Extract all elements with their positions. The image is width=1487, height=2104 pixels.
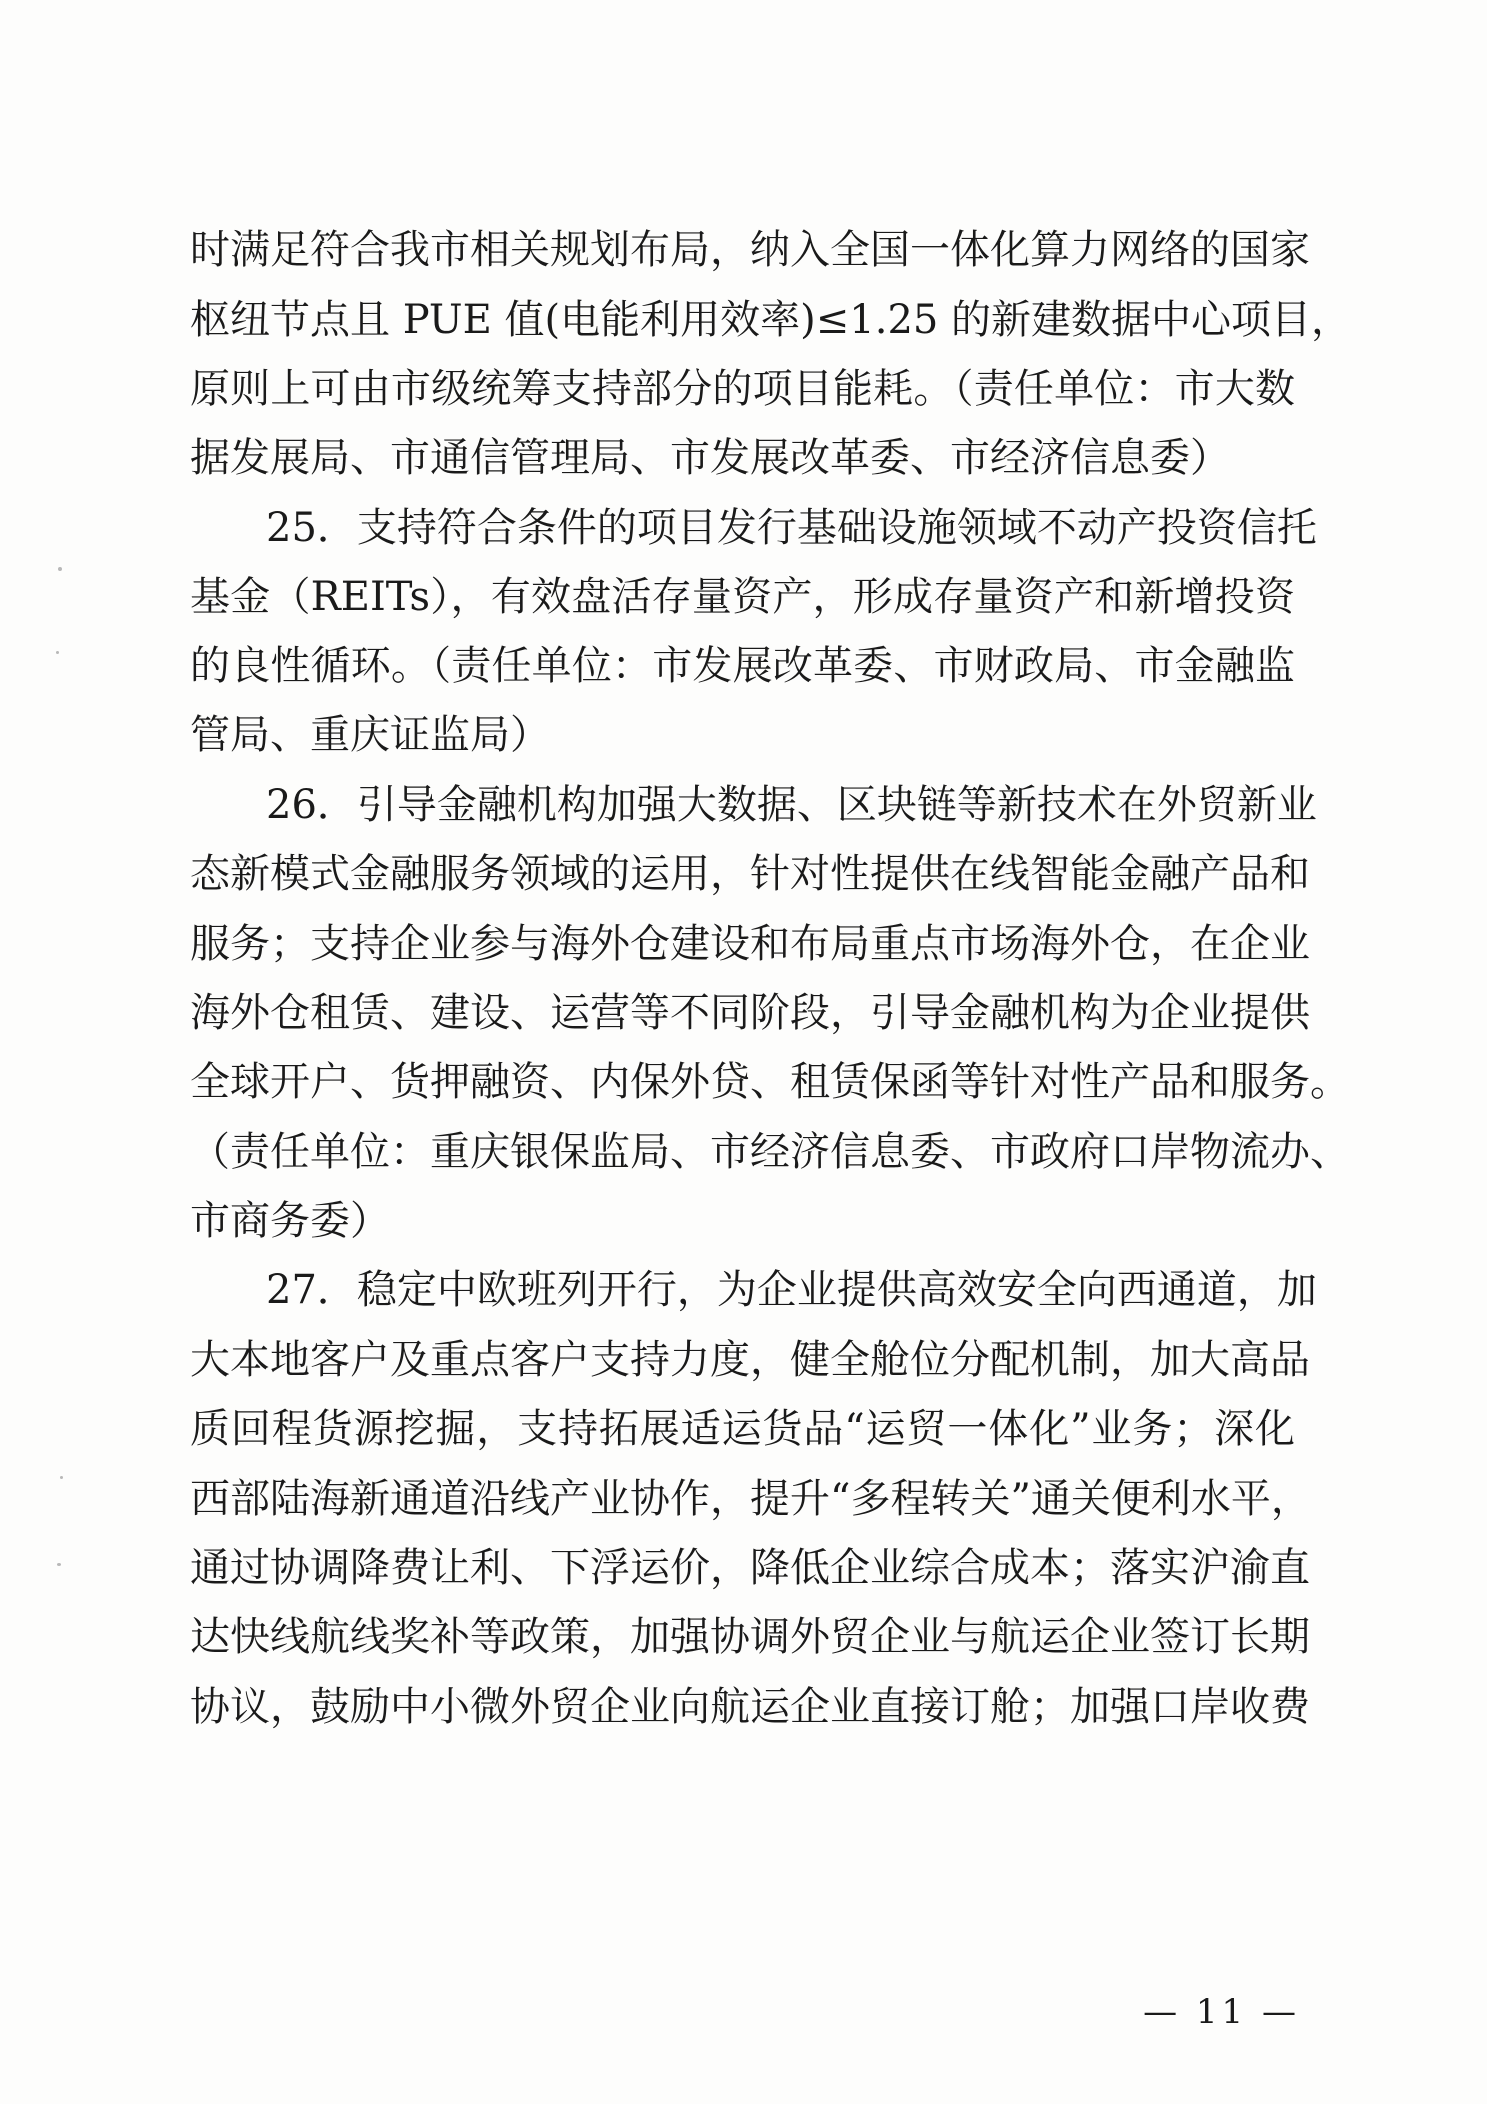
body-text-line: 海外仓租赁、建设、运营等不同阶段，引导金融机构为企业提供 <box>190 990 1310 1036</box>
page-number: — 11 — <box>1143 1992 1300 2032</box>
body-text-line: 基金（REITs），有效盘活存量资产，形成存量资产和新增投资 <box>190 574 1295 620</box>
body-text-line: 时满足符合我市相关规划布局，纳入全国一体化算力网络的国家 <box>190 227 1310 273</box>
body-text-line: 枢纽节点且 PUE 值(电能利用效率)≤1.25 的新建数据中心项目， <box>190 297 1352 343</box>
body-text-line: 据发展局、市通信管理局、市发展改革委、市经济信息委） <box>190 435 1230 481</box>
body-text-line: 的良性循环。（责任单位：市发展改革委、市财政局、市金融监 <box>190 643 1295 689</box>
body-text-line: 通过协调降费让利、下浮运价，降低企业综合成本；落实沪渝直 <box>190 1545 1310 1591</box>
scan-speck <box>56 651 59 654</box>
body-text-line: 全球开户、货押融资、内保外贷、租赁保函等针对性产品和服务。 <box>190 1059 1350 1105</box>
body-text-line: 态新模式金融服务领域的运用，针对性提供在线智能金融产品和 <box>190 851 1310 897</box>
scan-speck <box>58 567 62 571</box>
body-text-line: 原则上可由市级统筹支持部分的项目能耗。（责任单位：市大数 <box>190 366 1295 412</box>
body-text-line: 西部陆海新通道沿线产业协作，提升“多程转关”通关便利水平， <box>190 1476 1311 1522</box>
body-text-line: 大本地客户及重点客户支持力度，健全舱位分配机制，加大高品 <box>190 1337 1310 1383</box>
paragraph-27-first-line: 27．稳定中欧班列开行，为企业提供高效安全向西通道，加 <box>266 1267 1317 1313</box>
body-text-line: 服务；支持企业参与海外仓建设和布局重点市场海外仓，在企业 <box>190 921 1310 967</box>
paragraph-25-first-line: 25．支持符合条件的项目发行基础设施领域不动产投资信托 <box>266 505 1317 551</box>
paragraph-26-first-line: 26．引导金融机构加强大数据、区块链等新技术在外贸新业 <box>266 782 1317 828</box>
scan-speck <box>57 1563 61 1566</box>
body-text-line: 达快线航线奖补等政策，加强协调外贸企业与航运企业签订长期 <box>190 1614 1310 1660</box>
body-text-line: 质回程货源挖掘，支持拓展适运货品“运贸一体化”业务；深化 <box>190 1406 1295 1452</box>
body-text-line: 管局、重庆证监局） <box>190 712 550 758</box>
body-text-line: （责任单位：重庆银保监局、市经济信息委、市政府口岸物流办、 <box>190 1129 1350 1175</box>
scan-speck <box>60 1476 63 1479</box>
body-text-line: 协议，鼓励中小微外贸企业向航运企业直接订舱；加强口岸收费 <box>190 1684 1310 1730</box>
body-text-line: 市商务委） <box>190 1198 390 1244</box>
